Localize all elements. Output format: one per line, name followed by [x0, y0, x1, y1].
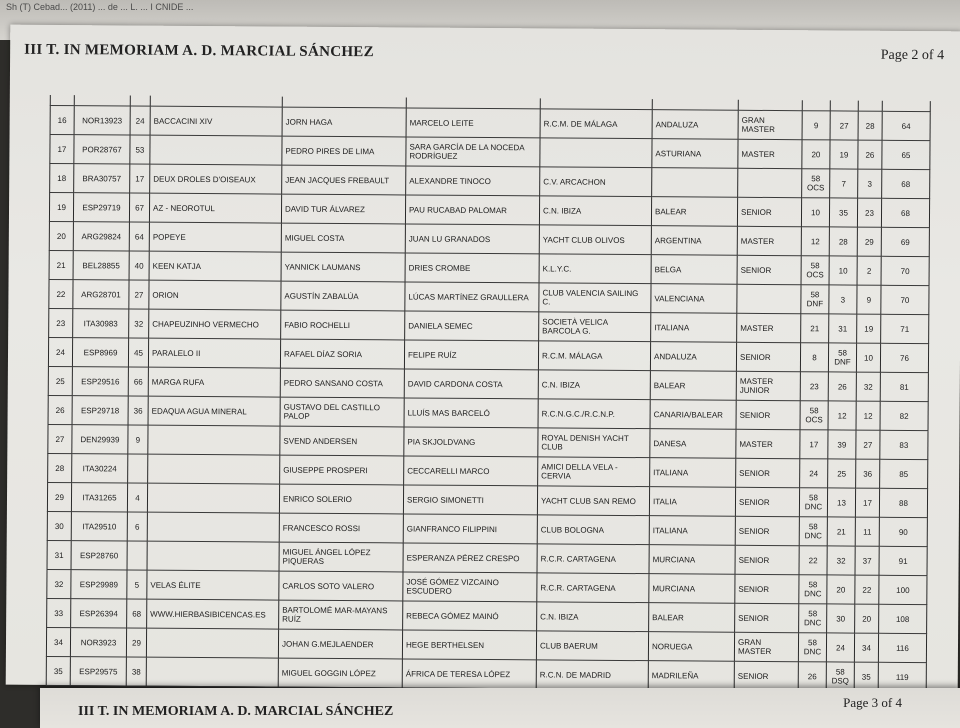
- club-cell: CLUB BOLOGNA: [537, 515, 649, 545]
- crew-cell: HEGE BERTHELSEN: [402, 630, 536, 660]
- race1-score-cell: 58 DNC: [799, 575, 827, 604]
- club-cell: YACHT CLUB OLIVOS: [539, 225, 651, 255]
- sail-number-cell: BRA30757: [74, 164, 130, 193]
- race3-score-cell: 3: [858, 169, 882, 198]
- race2-score-cell: 58 DNF: [828, 343, 856, 372]
- total-points-cell: 100: [879, 575, 927, 604]
- bow-number-cell: 53: [130, 135, 150, 164]
- helmsman-cell: JEAN JACQUES FREBAULT: [282, 165, 406, 195]
- category-cell: [737, 284, 801, 313]
- category-cell: MASTER: [738, 139, 802, 168]
- next-page-title: III T. IN MEMORIAM A. D. MARCIAL SÁNCHEZ: [78, 704, 394, 719]
- helmsman-cell: JOHAN G.MEJLAENDER: [278, 629, 402, 659]
- region-cell: BALEAR: [650, 371, 736, 401]
- boat-name-cell: PARALELO II: [148, 338, 280, 368]
- background-sheet-text: Sh (T) Cebad... (2011) ... de ... L. ... I CNIDE ...: [6, 2, 194, 12]
- crew-cell: SARA GARCÍA DE LA NOCEDA RODRÍGUEZ: [406, 137, 540, 167]
- category-cell: [738, 168, 802, 197]
- region-cell: ITALIANA: [650, 458, 736, 488]
- sail-number-cell: ESP29516: [72, 367, 128, 396]
- region-cell: CANARIA/BALEAR: [650, 400, 736, 430]
- boat-name-cell: KEEN KATJA: [149, 251, 281, 281]
- total-points-cell: 76: [880, 343, 928, 372]
- race3-score-cell: 19: [857, 314, 881, 343]
- helmsman-cell: GUSTAVO DEL CASTILLO PALOP: [280, 397, 404, 427]
- boat-name-cell: DEUX DROLES D'OISEAUX: [150, 164, 282, 194]
- position-cell: 28: [48, 453, 72, 482]
- results-table: [46, 95, 931, 720]
- boat-name-cell: ORION: [149, 280, 281, 310]
- position-cell: 30: [47, 511, 71, 540]
- total-points-cell: 116: [878, 633, 926, 662]
- club-cell: CLUB BAERUM: [536, 631, 648, 661]
- boat-name-cell: [148, 425, 280, 455]
- race3-score-cell: 26: [858, 140, 882, 169]
- sail-number-cell: ITA31265: [71, 483, 127, 512]
- bow-number-cell: 66: [128, 367, 148, 396]
- category-cell: SENIOR: [736, 458, 800, 487]
- race1-score-cell: 8: [800, 343, 828, 372]
- club-cell: C.V. ARCACHON: [540, 167, 652, 197]
- category-cell: SENIOR: [735, 516, 799, 545]
- race3-score-cell: 34: [854, 633, 878, 662]
- category-cell: SENIOR: [735, 545, 799, 574]
- region-cell: ASTURIANA: [652, 139, 738, 169]
- crew-cell: PIA SKJOLDVANG: [404, 427, 538, 457]
- bow-number-cell: 67: [129, 193, 149, 222]
- race3-score-cell: 23: [857, 198, 881, 227]
- sail-number-cell: ITA30983: [73, 309, 129, 338]
- race3-score-cell: 9: [857, 285, 881, 314]
- category-cell: MASTER: [737, 313, 801, 342]
- boat-name-cell: POPEYE: [149, 222, 281, 252]
- region-cell: BALEAR: [651, 197, 737, 227]
- helmsman-cell: GIUSEPPE PROSPERI: [280, 455, 404, 485]
- category-cell: MASTER: [737, 226, 801, 255]
- position-cell: 26: [48, 395, 72, 424]
- total-points-cell: 70: [881, 256, 929, 285]
- race2-score-cell: 26: [828, 372, 856, 401]
- bow-number-cell: 17: [130, 164, 150, 193]
- boat-name-cell: BACCACINI XIV: [150, 106, 282, 136]
- club-cell: R.C.R. CARTAGENA: [537, 573, 649, 603]
- club-cell: [540, 138, 652, 168]
- crew-cell: REBECA GÓMEZ MAINÓ: [403, 601, 537, 631]
- category-cell: MASTER JUNIOR: [736, 371, 800, 400]
- race1-score-cell: 58 OCS: [800, 401, 828, 430]
- helmsman-cell: PEDRO PIRES DE LIMA: [282, 136, 406, 166]
- sail-number-cell: ESP8969: [72, 338, 128, 367]
- boat-name-cell: [148, 454, 280, 484]
- position-cell: 33: [47, 598, 71, 627]
- crew-cell: ALEXANDRE TINOCO: [406, 166, 540, 196]
- total-points-cell: 70: [881, 285, 929, 314]
- bow-number-cell: 64: [129, 222, 149, 251]
- boat-name-cell: AZ - NEOROTUL: [149, 193, 281, 223]
- race3-score-cell: 32: [856, 372, 880, 401]
- race1-score-cell: 58 OCS: [801, 256, 829, 285]
- position-cell: 20: [49, 221, 73, 250]
- category-cell: SENIOR: [736, 342, 800, 371]
- bow-number-cell: [128, 454, 148, 483]
- region-cell: ITALIANA: [649, 516, 735, 546]
- sail-number-cell: ARG29824: [73, 222, 129, 251]
- category-cell: SENIOR: [734, 661, 798, 690]
- position-cell: 31: [47, 540, 71, 569]
- total-points-cell: 81: [880, 372, 928, 401]
- region-cell: BALEAR: [649, 603, 735, 633]
- region-cell: ANDALUZA: [652, 110, 738, 140]
- helmsman-cell: MIGUEL ÁNGEL LÓPEZ PIQUERAS: [279, 542, 403, 572]
- club-cell: ROYAL DENISH YACHT CLUB: [538, 428, 650, 458]
- sail-number-cell: POR28767: [74, 135, 130, 164]
- race2-score-cell: 24: [826, 633, 854, 662]
- boat-name-cell: EDAQUA AGUA MINERAL: [148, 396, 280, 426]
- race2-score-cell: 27: [830, 111, 858, 140]
- region-cell: DANESA: [650, 429, 736, 459]
- page-number: Page 2 of 4: [880, 47, 945, 64]
- sail-number-cell: ESP28760: [71, 541, 127, 570]
- region-cell: VALENCIANA: [651, 284, 737, 314]
- position-cell: 19: [49, 192, 73, 221]
- race1-score-cell: 58 DNC: [799, 517, 827, 546]
- crew-cell: SERGIO SIMONETTI: [403, 485, 537, 515]
- bow-number-cell: 24: [130, 106, 150, 135]
- bow-number-cell: 27: [129, 280, 149, 309]
- helmsman-cell: FRANCESCO ROSSI: [279, 513, 403, 543]
- bow-number-cell: 29: [126, 628, 146, 657]
- total-points-cell: 69: [881, 227, 929, 256]
- club-cell: C.N. IBIZA: [538, 370, 650, 400]
- position-cell: 27: [48, 424, 72, 453]
- position-cell: 16: [50, 105, 74, 134]
- race3-score-cell: 29: [857, 227, 881, 256]
- helmsman-cell: JORN HAGA: [282, 107, 406, 137]
- race2-score-cell: 58 DSQ: [826, 662, 854, 691]
- club-cell: C.N. IBIZA: [539, 196, 651, 226]
- bow-number-cell: 5: [127, 570, 147, 599]
- crew-cell: CECCARELLI MARCO: [404, 456, 538, 486]
- race1-score-cell: 21: [801, 314, 829, 343]
- crew-cell: MARCELO LEITE: [406, 108, 540, 138]
- position-cell: 23: [49, 308, 73, 337]
- boat-name-cell: [150, 135, 282, 165]
- sail-number-cell: ESP26394: [71, 599, 127, 628]
- race3-score-cell: 12: [856, 401, 880, 430]
- crew-cell: JUAN LU GRANADOS: [405, 224, 539, 254]
- helmsman-cell: YANNICK LAUMANS: [281, 252, 405, 282]
- helmsman-cell: MIGUEL GOGGIN LÓPEZ: [278, 658, 402, 688]
- position-cell: 29: [47, 482, 71, 511]
- race2-score-cell: 30: [827, 604, 855, 633]
- boat-name-cell: [146, 657, 278, 687]
- category-cell: GRAN MASTER: [734, 632, 798, 661]
- race2-score-cell: 28: [829, 227, 857, 256]
- club-cell: R.C.N.G.C./R.C.N.P.: [538, 399, 650, 429]
- sail-number-cell: DEN29939: [72, 425, 128, 454]
- boat-name-cell: MARGA RUFA: [148, 367, 280, 397]
- sail-number-cell: ESP29575: [70, 657, 126, 686]
- region-cell: MURCIANA: [649, 574, 735, 604]
- total-points-cell: 119: [878, 662, 926, 691]
- race1-score-cell: 17: [800, 430, 828, 459]
- club-cell: R.C.N. DE MADRID: [536, 660, 648, 690]
- helmsman-cell: SVEND ANDERSEN: [280, 426, 404, 456]
- race1-score-cell: 22: [799, 546, 827, 575]
- race2-score-cell: 12: [828, 401, 856, 430]
- total-points-cell: 91: [879, 546, 927, 575]
- helmsman-cell: DAVID TUR ÁLVAREZ: [281, 194, 405, 224]
- category-cell: SENIOR: [736, 400, 800, 429]
- region-cell: MURCIANA: [649, 545, 735, 575]
- helmsman-cell: AGUSTÍN ZABALÚA: [281, 281, 405, 311]
- bow-number-cell: [127, 541, 147, 570]
- crew-cell: JOSÉ GÓMEZ VIZCAINO ESCUDERO: [403, 572, 537, 602]
- category-cell: SENIOR: [737, 197, 801, 226]
- position-cell: 25: [48, 366, 72, 395]
- total-points-cell: 68: [882, 169, 930, 198]
- position-cell: 17: [50, 134, 74, 163]
- race3-score-cell: 36: [856, 459, 880, 488]
- helmsman-cell: PEDRO SANSANO COSTA: [280, 368, 404, 398]
- total-points-cell: 83: [880, 430, 928, 459]
- crew-cell: FELIPE RUÍZ: [404, 340, 538, 370]
- club-cell: C.N. IBIZA: [537, 602, 649, 632]
- total-points-cell: 82: [880, 401, 928, 430]
- race3-score-cell: 11: [855, 517, 879, 546]
- race1-score-cell: 20: [802, 140, 830, 169]
- total-points-cell: 65: [882, 140, 930, 169]
- club-cell: YACHT CLUB SAN REMO: [537, 486, 649, 516]
- race2-score-cell: 20: [827, 575, 855, 604]
- race1-score-cell: 58 DNC: [799, 604, 827, 633]
- race1-score-cell: 26: [798, 662, 826, 691]
- sail-number-cell: ESP29719: [73, 193, 129, 222]
- race3-score-cell: 28: [858, 111, 882, 140]
- crew-cell: GIANFRANCO FILIPPINI: [403, 514, 537, 544]
- category-cell: SENIOR: [737, 255, 801, 284]
- club-cell: R.C.R. CARTAGENA: [537, 544, 649, 574]
- race1-score-cell: 23: [800, 372, 828, 401]
- position-cell: 21: [49, 250, 73, 279]
- total-points-cell: 108: [879, 604, 927, 633]
- race3-score-cell: 27: [856, 430, 880, 459]
- race1-score-cell: 10: [801, 198, 829, 227]
- crew-cell: LLUÍS MAS BARCELÓ: [404, 398, 538, 428]
- position-cell: 34: [46, 627, 70, 656]
- total-points-cell: 71: [881, 314, 929, 343]
- sail-number-cell: ESP29989: [71, 570, 127, 599]
- total-points-cell: 68: [881, 198, 929, 227]
- boat-name-cell: WWW.HIERBASIBICENCAS.ES: [147, 599, 279, 629]
- race1-score-cell: 58 DNF: [801, 285, 829, 314]
- boat-name-cell: [147, 483, 279, 513]
- category-cell: SENIOR: [735, 574, 799, 603]
- race1-score-cell: 58 OCS: [802, 169, 830, 198]
- race1-score-cell: 24: [800, 459, 828, 488]
- position-cell: 24: [48, 337, 72, 366]
- position-cell: 32: [47, 569, 71, 598]
- total-points-cell: 85: [880, 459, 928, 488]
- next-page: [40, 688, 960, 728]
- bow-number-cell: 40: [129, 251, 149, 280]
- total-points-cell: 88: [879, 488, 927, 517]
- bow-number-cell: 32: [129, 309, 149, 338]
- race3-score-cell: 2: [857, 256, 881, 285]
- club-cell: AMICI DELLA VELA - CERVIA: [538, 457, 650, 487]
- bow-number-cell: 45: [128, 338, 148, 367]
- helmsman-cell: FABIO ROCHELLI: [281, 310, 405, 340]
- position-cell: 35: [46, 656, 70, 685]
- bow-number-cell: 68: [127, 599, 147, 628]
- category-cell: GRAN MASTER: [738, 110, 802, 139]
- bow-number-cell: 4: [127, 483, 147, 512]
- race1-score-cell: 12: [801, 227, 829, 256]
- club-cell: CLUB VALENCIA SAILING C.: [539, 283, 651, 313]
- total-points-cell: 64: [882, 111, 930, 140]
- total-points-cell: 90: [879, 517, 927, 546]
- club-cell: R.C.M. DE MÁLAGA: [540, 109, 652, 139]
- crew-cell: DAVID CARDONA COSTA: [404, 369, 538, 399]
- bow-number-cell: 38: [126, 657, 146, 686]
- club-cell: SOCIETÀ VELICA BARCOLA G.: [539, 312, 651, 342]
- race3-score-cell: 35: [854, 662, 878, 691]
- boat-name-cell: [147, 541, 279, 571]
- page-title: III T. IN MEMORIAM A. D. MARCIAL SÁNCHEZ: [24, 41, 375, 61]
- category-cell: MASTER: [736, 429, 800, 458]
- race2-score-cell: 19: [830, 140, 858, 169]
- position-cell: 18: [50, 163, 74, 192]
- region-cell: MADRILEÑA: [648, 661, 734, 691]
- race2-score-cell: 39: [828, 430, 856, 459]
- category-cell: SENIOR: [735, 487, 799, 516]
- boat-name-cell: [147, 512, 279, 542]
- club-cell: K.L.Y.C.: [539, 254, 651, 284]
- region-cell: NORUEGA: [648, 632, 734, 662]
- next-page-number: Page 3 of 4: [843, 695, 902, 710]
- crew-cell: LÚCAS MARTÍNEZ GRAULLERA: [405, 282, 539, 312]
- race1-score-cell: 9: [802, 111, 830, 140]
- region-cell: ARGENTINA: [651, 226, 737, 256]
- race2-score-cell: 25: [828, 459, 856, 488]
- bow-number-cell: 36: [128, 396, 148, 425]
- race2-score-cell: 3: [829, 285, 857, 314]
- sail-number-cell: ITA30224: [72, 454, 128, 483]
- race2-score-cell: 32: [827, 546, 855, 575]
- region-cell: BELGA: [651, 255, 737, 285]
- category-cell: SENIOR: [735, 603, 799, 632]
- sail-number-cell: NOR13923: [74, 106, 130, 135]
- race3-score-cell: 22: [855, 575, 879, 604]
- region-cell: ITALIANA: [651, 313, 737, 343]
- helmsman-cell: BARTOLOMÉ MAR-MAYANS RUÍZ: [279, 600, 403, 630]
- region-cell: ANDALUZA: [650, 342, 736, 372]
- sail-number-cell: NOR3923: [70, 628, 126, 657]
- race2-score-cell: 13: [827, 488, 855, 517]
- race2-score-cell: 7: [830, 169, 858, 198]
- sail-number-cell: ITA29510: [71, 512, 127, 541]
- bow-number-cell: 6: [127, 512, 147, 541]
- boat-name-cell: [146, 628, 278, 658]
- crew-cell: PAU RUCABAD PALOMAR: [405, 195, 539, 225]
- helmsman-cell: CARLOS SOTO VALERO: [279, 571, 403, 601]
- sail-number-cell: ARG28701: [73, 280, 129, 309]
- race3-score-cell: 17: [855, 488, 879, 517]
- sail-number-cell: BEL28855: [73, 251, 129, 280]
- region-cell: ITALIA: [649, 487, 735, 517]
- boat-name-cell: VELAS ÉLITE: [147, 570, 279, 600]
- race3-score-cell: 37: [855, 546, 879, 575]
- sail-number-cell: ESP29718: [72, 396, 128, 425]
- race2-score-cell: 10: [829, 256, 857, 285]
- helmsman-cell: ENRICO SOLERIO: [279, 484, 403, 514]
- helmsman-cell: MIGUEL COSTA: [281, 223, 405, 253]
- crew-cell: ÁFRICA DE TERESA LÓPEZ: [402, 659, 536, 689]
- club-cell: R.C.M. MÁLAGA: [538, 341, 650, 371]
- boat-name-cell: CHAPEUZINHO VERMECHO: [149, 309, 281, 339]
- race1-score-cell: 58 DNC: [799, 488, 827, 517]
- race3-score-cell: 20: [855, 604, 879, 633]
- position-cell: 22: [49, 279, 73, 308]
- race2-score-cell: 21: [827, 517, 855, 546]
- race2-score-cell: 35: [829, 198, 857, 227]
- crew-cell: ESPERANZA PÉREZ CRESPO: [403, 543, 537, 573]
- region-cell: [652, 168, 738, 198]
- crew-cell: DANIELA SEMEC: [405, 311, 539, 341]
- race3-score-cell: 10: [856, 343, 880, 372]
- helmsman-cell: RAFAEL DÍAZ SORIA: [280, 339, 404, 369]
- bow-number-cell: 9: [128, 425, 148, 454]
- crew-cell: DRIES CROMBE: [405, 253, 539, 283]
- race1-score-cell: 58 DNC: [798, 633, 826, 662]
- race2-score-cell: 31: [829, 314, 857, 343]
- results-page: [6, 25, 960, 692]
